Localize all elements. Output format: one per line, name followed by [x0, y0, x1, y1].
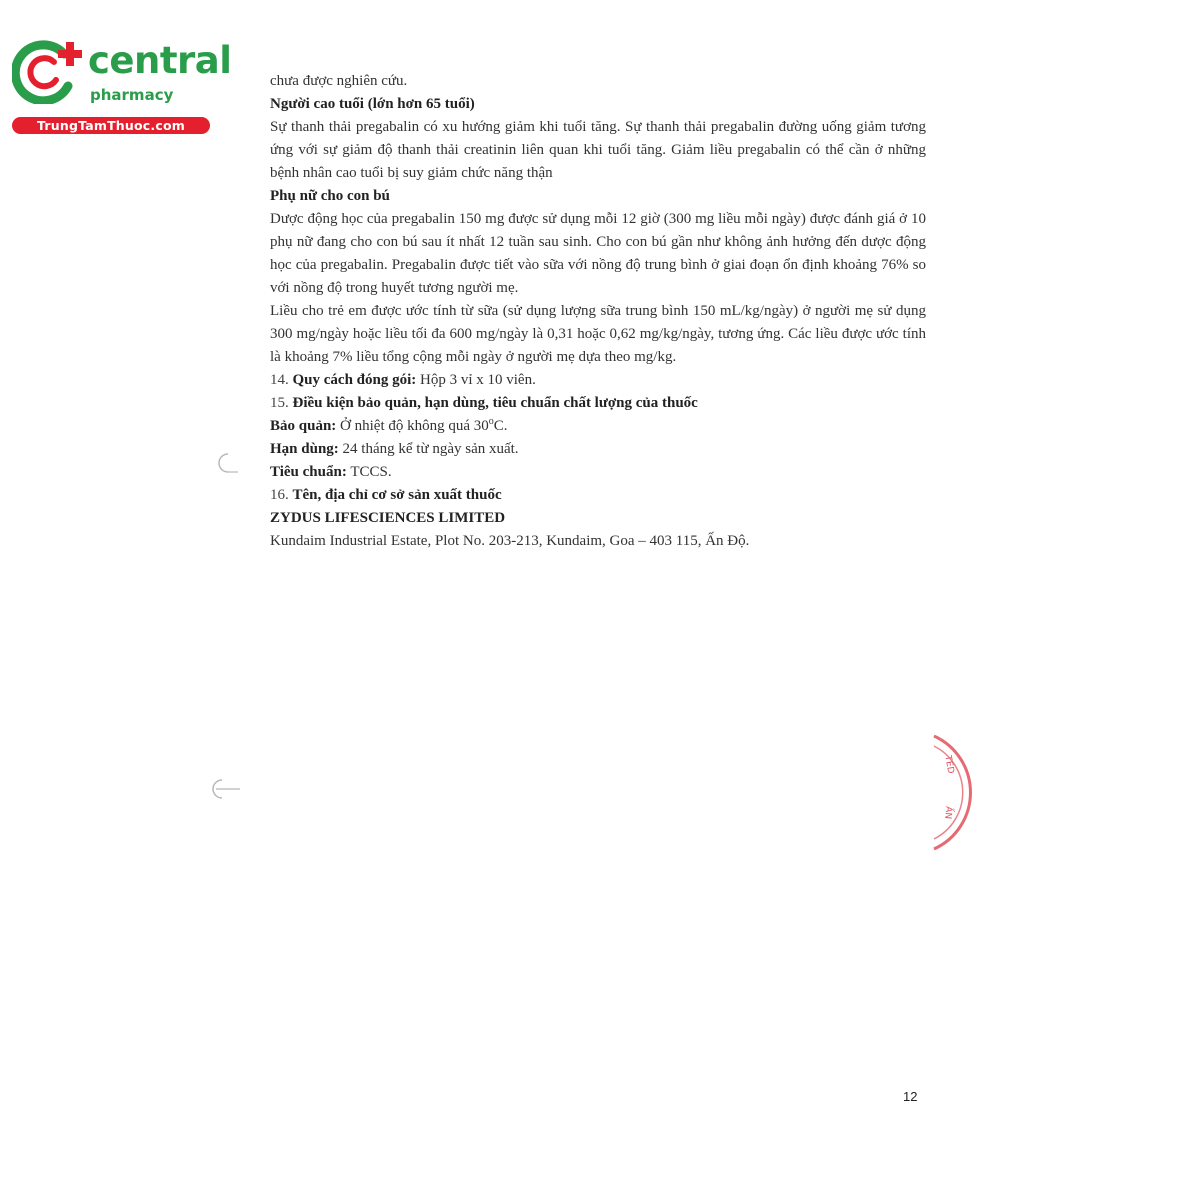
section-14-value: Hộp 3 vỉ x 10 viên.	[416, 372, 536, 388]
logo-cross-icon	[12, 40, 84, 104]
section-16-title: Tên, địa chỉ cơ sở sản xuất thuốc	[292, 487, 502, 503]
standard-label: Tiêu chuẩn:	[270, 464, 347, 480]
seal-text-top: TED	[942, 754, 956, 775]
section-15	[270, 392, 926, 415]
expiry-label: Hạn dùng:	[270, 441, 339, 457]
section-14	[270, 369, 926, 392]
logo-brand: central	[88, 39, 232, 82]
expiry-value: 24 tháng kể từ ngày sản xuất.	[338, 441, 519, 457]
page-number: 12	[903, 1089, 918, 1104]
section-16	[270, 484, 926, 507]
section-14-number: 14.	[270, 372, 289, 388]
logo-subtitle: pharmacy	[90, 86, 174, 104]
binding-mark-bottom-icon	[212, 778, 242, 800]
heading-elderly: Người cao tuổi (lớn hơn 65 tuổi)	[270, 96, 475, 112]
seal-stamp-icon	[920, 730, 980, 855]
document-body	[270, 70, 926, 553]
section-16-number: 16.	[270, 487, 289, 503]
standard-value: TCCS.	[346, 464, 392, 480]
intro-line: chưa được nghiên cứu.	[270, 73, 408, 89]
binding-mark-top-icon	[214, 452, 240, 474]
seal-text-bottom: ẤN	[942, 805, 954, 820]
paragraph-breastfeeding-2: Liều cho trẻ em được ước tính từ sữa (sử dụng lượng sữa trung bình 150 mL/kg/ngày) ở người mẹ sử dụng 300 mg/ngày hoặc liều tối đa 600 mg/ngày là 0,31 hoặc 0,62 mg/kg/ngày, tương ứng. Các liều được ước tính là khoảng 7% liều tổng cộng mỗi ngày ở người mẹ dựa theo mg/kg.	[270, 303, 926, 365]
manufacturer-name: ZYDUS LIFESCIENCES LIMITED	[270, 510, 506, 526]
heading-breastfeeding: Phụ nữ cho con bú	[270, 188, 390, 204]
section-14-label: Quy cách đóng gói:	[292, 372, 417, 388]
logo-url: TrungTamThuoc.com	[12, 117, 210, 134]
storage-degree: o	[488, 416, 494, 427]
storage-value-post: C.	[493, 418, 508, 434]
storage-value-pre: Ở nhiệt độ không quá 30	[336, 418, 489, 434]
standard-line	[270, 461, 926, 484]
storage-line	[270, 415, 926, 438]
manufacturer-address: Kundaim Industrial Estate, Plot No. 203-213, Kundaim, Goa – 403 115, Ấn Độ.	[270, 533, 750, 549]
section-15-title: Điều kiện bảo quản, hạn dùng, tiêu chuẩn chất lượng của thuốc	[292, 395, 698, 411]
paragraph-elderly: Sự thanh thải pregabalin có xu hướng giảm khi tuổi tăng. Sự thanh thải pregabalin đường uống giảm tương ứng với sự giảm độ thanh thải creatinin liên quan khi tuổi tăng. Giảm liều pregabalin có thể cần ở những bệnh nhân cao tuổi bị suy giảm chức năng thận	[270, 119, 926, 181]
section-15-number: 15.	[270, 395, 289, 411]
paragraph-breastfeeding-1: Dược động học của pregabalin 150 mg được sử dụng mỗi 12 giờ (300 mg liều mỗi ngày) được đánh giá ở 10 phụ nữ đang cho con bú sau ít nhất 12 tuần sau sinh. Cho con bú gần như không ảnh hưởng đến dược động học của pregabalin. Pregabalin được tiết vào sữa với nồng độ trung bình ở giai đoạn ổn định khoảng 76% so với nồng độ trong huyết tương người mẹ.	[270, 211, 926, 296]
logo	[10, 38, 232, 138]
storage-label: Bảo quản:	[270, 418, 337, 434]
expiry-line	[270, 438, 926, 461]
